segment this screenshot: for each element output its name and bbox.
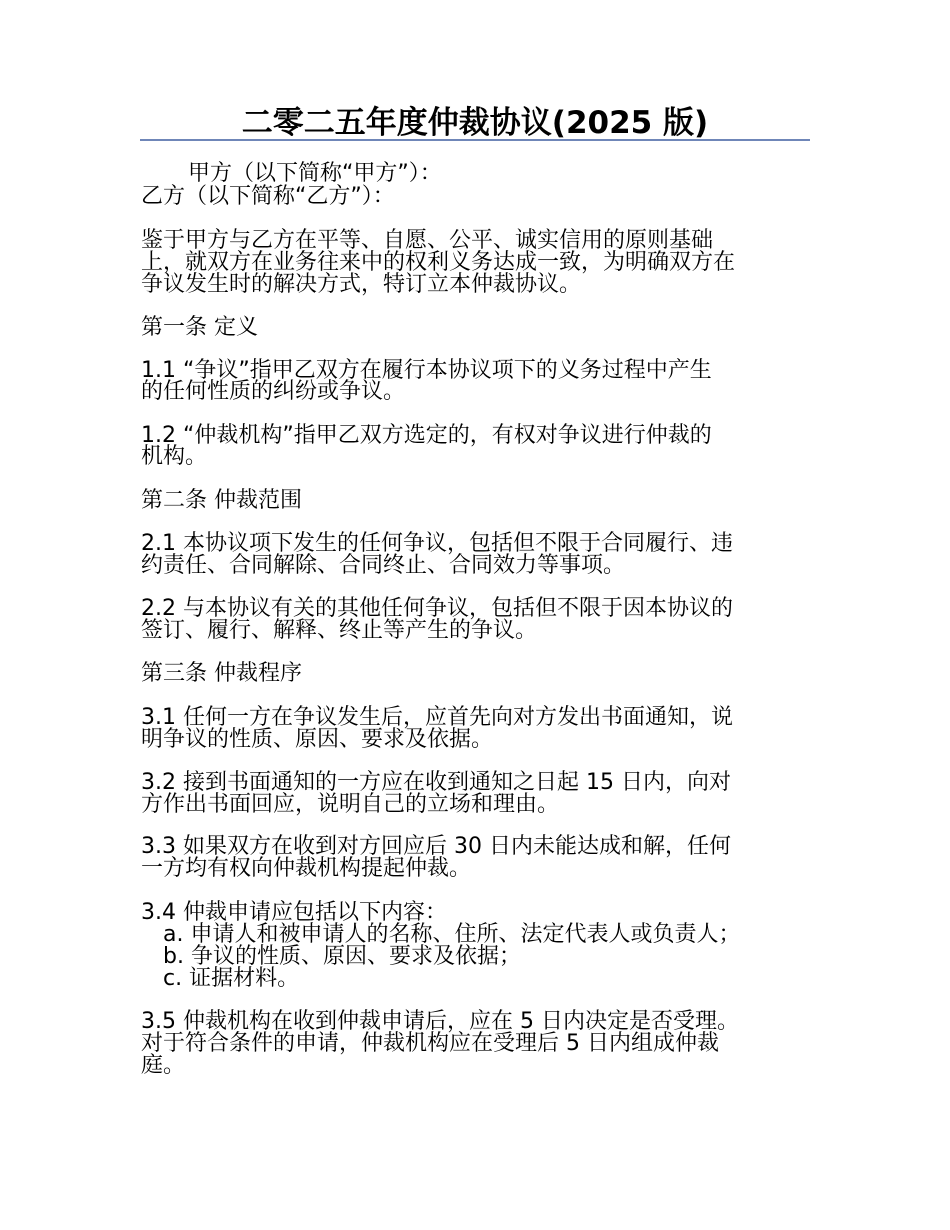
clause-1-2-line: 机构。: [141, 444, 208, 469]
clause-3-5-line: 3.5 仲裁机构在收到仲裁申请后，应在 5 日内决定是否受理。: [141, 1009, 739, 1034]
clause-3-4-item: a. 申请人和被申请人的名称、住所、法定代表人或负责人；: [163, 922, 741, 947]
party-a-line: 甲方（以下简称“甲方”）：: [188, 161, 442, 186]
preamble-line: 上，就双方在业务往来中的权利义务达成一致，为明确双方在: [141, 250, 736, 275]
clause-3-4-intro: 3.4 仲裁申请应包括以下内容：: [141, 900, 447, 925]
clause-3-3-line: 一方均有权向仲裁机构提起仲裁。: [141, 856, 472, 881]
party-b-line: 乙方（以下简称“乙方”）：: [141, 184, 395, 209]
preamble-line: 鉴于甲方与乙方在平等、自愿、公平、诚实信用的原则基础: [141, 228, 714, 253]
clause-1-2-line: 1.2 “仲裁机构”指甲乙双方选定的，有权对争议进行仲裁的: [141, 423, 712, 448]
clause-1-1-line: 1.1 “争议”指甲乙双方在履行本协议项下的义务过程中产生: [141, 358, 712, 383]
clause-3-4-item: c. 证据材料。: [163, 966, 300, 991]
clause-2-1-line: 约责任、合同解除、合同终止、合同效力等事项。: [141, 553, 626, 578]
clause-2-2-line: 2.2 与本协议有关的其他任何争议，包括但不限于因本协议的: [141, 596, 733, 621]
preamble-line: 争议发生时的解决方式，特订立本仲裁协议。: [141, 272, 582, 297]
article-1-heading: 第一条 定义: [141, 315, 258, 340]
clause-1-1-line: 的任何性质的纠纷或争议。: [141, 379, 406, 404]
clause-3-2-line: 3.2 接到书面通知的一方应在收到通知之日起 15 日内，向对: [141, 770, 731, 795]
clause-3-1-line: 明争议的性质、原因、要求及依据。: [141, 727, 494, 752]
clause-3-3-line: 3.3 如果双方在收到对方回应后 30 日内未能达成和解，任何: [141, 834, 731, 859]
title-underline: [140, 139, 810, 141]
clause-2-1-line: 2.1 本协议项下发生的任何争议，包括但不限于合同履行、违: [141, 531, 733, 556]
clause-2-2-line: 签订、履行、解释、终止等产生的争议。: [141, 618, 538, 643]
clause-3-5-line: 对于符合条件的申请，仲裁机构应在受理后 5 日内组成仲裁: [141, 1031, 719, 1056]
article-3-heading: 第三条 仲裁程序: [141, 661, 302, 686]
article-2-heading: 第二条 仲裁范围: [141, 488, 302, 513]
clause-3-2-line: 方作出书面回应，说明自己的立场和理由。: [141, 792, 560, 817]
clause-3-1-line: 3.1 任何一方在争议发生后，应首先向对方发出书面通知，说: [141, 705, 733, 730]
clause-3-5-line: 庭。: [141, 1053, 186, 1078]
clause-3-4-item: b. 争议的性质、原因、要求及依据；: [163, 944, 521, 969]
document-title: 二零二五年度仲裁协议(2025 版): [241, 105, 709, 141]
